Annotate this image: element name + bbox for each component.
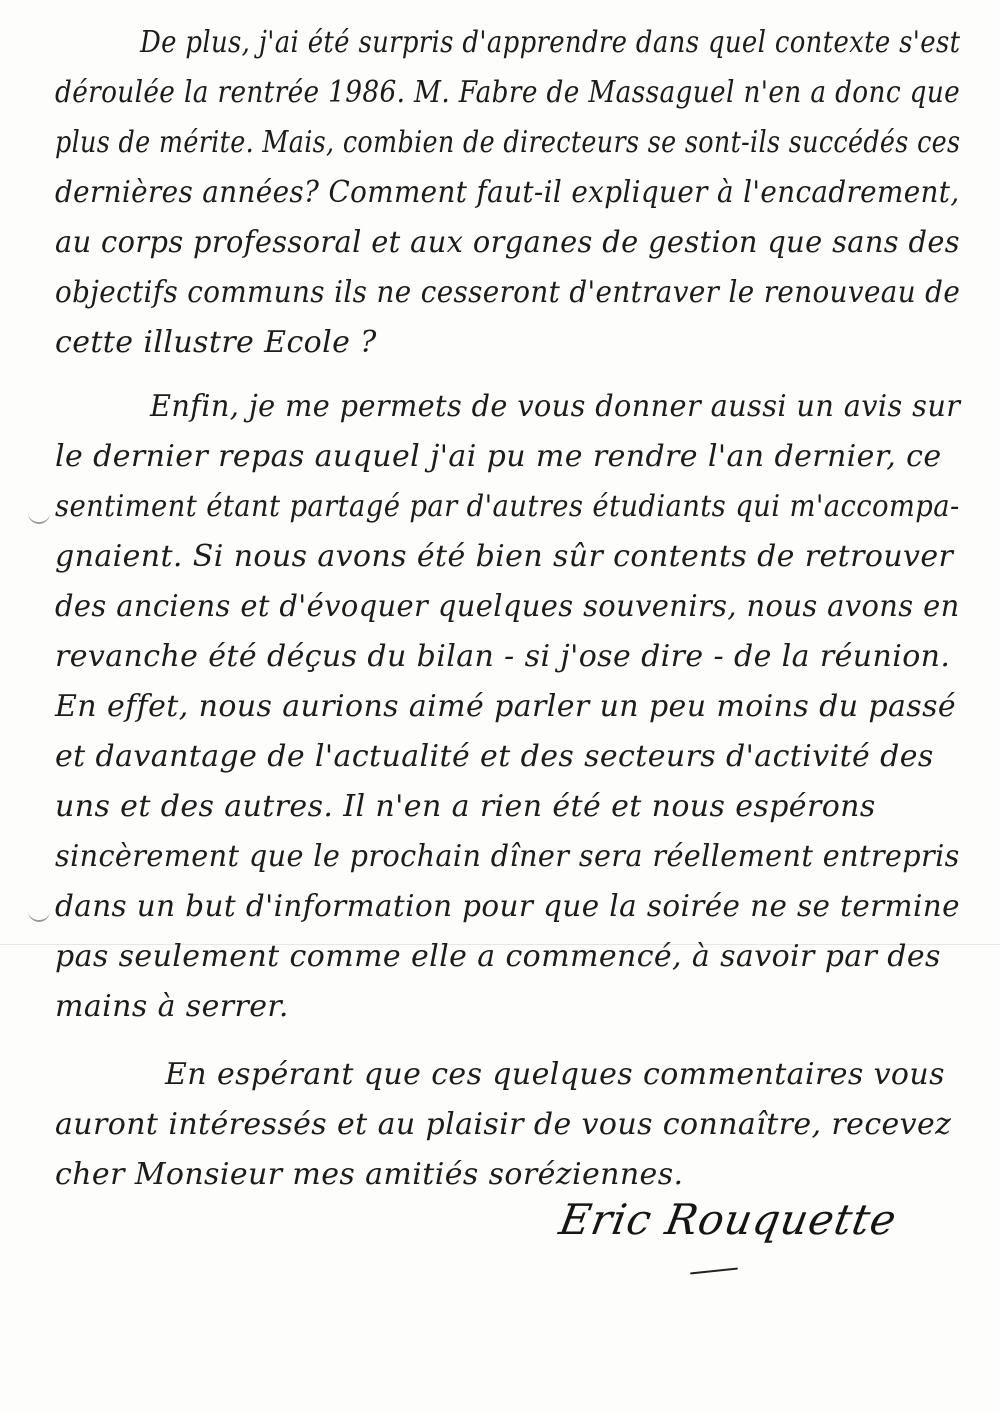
signature: Eric Rouquette bbox=[555, 1195, 901, 1244]
text-line: pas seulement comme elle a commencé, à savoir par des bbox=[55, 939, 941, 974]
margin-hole-mark bbox=[28, 910, 50, 922]
text-line: objectifs communs ils ne cesseront d'entraver le renouveau de bbox=[55, 275, 961, 310]
text-line: déroulée la rentrée 1986. M. Fabre de Massaguel n'en a donc que bbox=[55, 75, 961, 110]
text-line: uns et des autres. Il n'en a rien été et nous espérons bbox=[55, 789, 876, 824]
text-line: sentiment étant partagé par d'autres étudiants qui m'accompa- bbox=[55, 489, 960, 524]
text-line: revanche été déçus du bilan - si j'ose dire - de la réunion. bbox=[55, 639, 951, 674]
text-line: et davantage de l'actualité et des secteurs d'activité des bbox=[55, 739, 934, 774]
text-line: gnaient. Si nous avons été bien sûr contents de retrouver bbox=[55, 539, 954, 574]
text-line: dernières années? Comment faut-il expliquer à l'encadrement, bbox=[55, 175, 960, 210]
text-line: De plus, j'ai été surpris d'apprendre dans quel contexte s'est bbox=[140, 25, 961, 60]
signature-block bbox=[555, 1195, 901, 1244]
text-line: En espérant que ces quelques commentaires vous bbox=[165, 1057, 945, 1092]
text-line: cette illustre Ecole ? bbox=[55, 325, 377, 360]
text-line: mains à serrer. bbox=[55, 989, 289, 1024]
text-line: le dernier repas auquel j'ai pu me rendre l'an dernier, ce bbox=[55, 439, 942, 474]
text-line: dans un but d'information pour que la soirée ne se termine bbox=[55, 889, 960, 924]
text-line: En effet, nous aurions aimé parler un peu moins du passé bbox=[55, 689, 957, 724]
text-line: cher Monsieur mes amitiés soréziennes. bbox=[55, 1157, 684, 1192]
text-line: auront intéressés et au plaisir de vous connaître, recevez bbox=[55, 1107, 952, 1142]
signature-underline bbox=[690, 1267, 738, 1274]
text-line: plus de mérite. Mais, combien de directeurs se sont-ils succédés ces bbox=[55, 125, 961, 160]
margin-hole-mark bbox=[28, 512, 50, 524]
text-line: des anciens et d'évoquer quelques souvenirs, nous avons en bbox=[55, 589, 960, 624]
text-line: au corps professoral et aux organes de gestion que sans des bbox=[55, 225, 960, 260]
text-line: sincèrement que le prochain dîner sera réellement entrepris bbox=[55, 839, 960, 874]
text-line: Enfin, je me permets de vous donner aussi un avis sur bbox=[150, 389, 961, 424]
